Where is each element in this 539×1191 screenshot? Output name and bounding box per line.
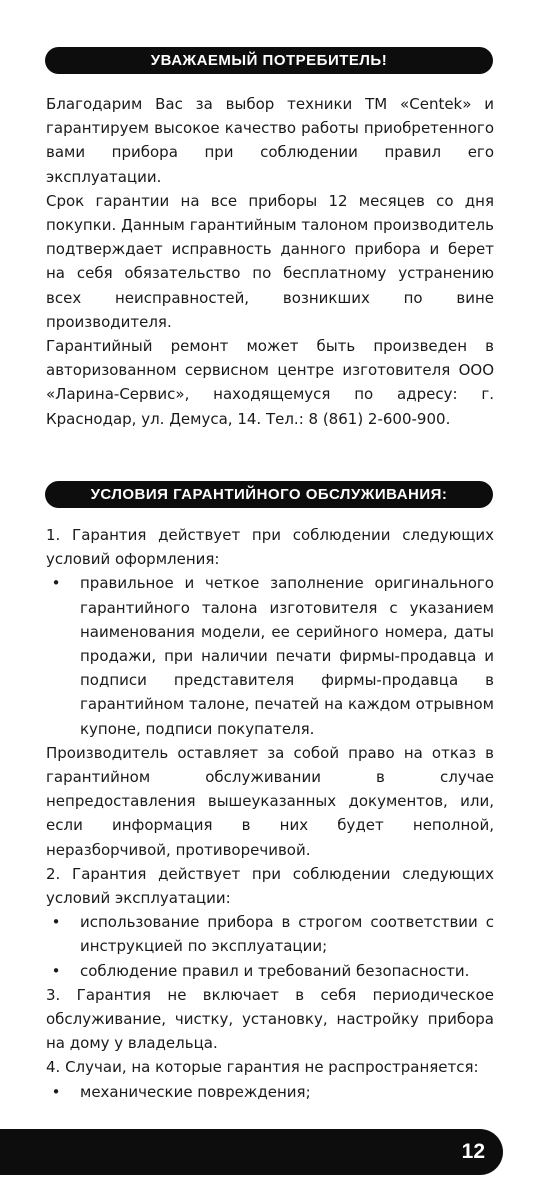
condition-2: 2. Гарантия действует при соблюдении следующих условий эксплуатации:: [46, 864, 494, 908]
intro-text: [46, 92, 494, 431]
condition-1-note: Производитель оставляет за собой право на отказ в гарантийном обслуживании в случае непредоставления вышеуказанных документов, или, если информация в них будет неполной, неразборчивой, противоречивой.: [46, 743, 494, 859]
bullet-item: [46, 959, 494, 983]
intro-paragraph: Гарантийный ремонт может быть произведен в авторизованном сервисном центре изготовителя ООО «Ларина-Сервис», находящемуся по адресу: г. Краснодар, ул. Демуса, 14. Тел.: 8 (861) 2-600-900.: [46, 337, 494, 428]
conditions-title-banner: [45, 481, 493, 508]
conditions-title: УСЛОВИЯ ГАРАНТИЙНОГО ОБСЛУЖИВАНИЯ:: [90, 486, 448, 503]
bullet-text: правильное и четкое заполнение оригинального гарантийного талона изготовителя с указанием наименования модели, ее серийного номера, даты продажи, при наличии печати фирмы-продавца и подписи представителя фирмы-продавца в гарантийном талоне, печатей на каждом отрывном купоне, подписи покупателя.: [80, 574, 494, 738]
condition-4: 4. Случаи, на которые гарантия не распространяется:: [46, 1058, 479, 1077]
bullet-icon: •: [51, 1082, 61, 1101]
bullet-icon: •: [51, 961, 61, 980]
bullet-item: [46, 571, 494, 740]
bullet-item: [46, 1080, 494, 1104]
condition-3: 3. Гарантия не включает в себя периодическое обслуживание, чистку, установку, настройку прибора на дому у владельца.: [46, 985, 494, 1053]
intro-paragraph: Срок гарантии на все приборы 12 месяцев со дня покупки. Данным гарантийным талоном производитель подтверждает исправность данного прибора и берет на себя обязательство по бесплатному устранению всех неисправностей, возникших по вине производителя.: [46, 191, 494, 331]
bullet-text: механические повреждения;: [80, 1082, 311, 1101]
intro-paragraph: Благодарим Вас за выбор техники ТМ «Centek» и гарантируем высокое качество работы приобретенного вами прибора при соблюдении правил его эксплуатации.: [46, 95, 494, 186]
intro-title: УВАЖАЕМЫЙ ПОТРЕБИТЕЛЬ!: [150, 52, 388, 69]
bullet-icon: •: [51, 913, 61, 932]
bullet-item: [46, 910, 494, 958]
intro-title-banner: [45, 47, 493, 74]
bullet-text: соблюдение правил и требований безопасности.: [80, 961, 470, 980]
footer-bar: [0, 1129, 503, 1175]
conditions-text: [46, 523, 494, 1104]
condition-1: 1. Гарантия действует при соблюдении следующих условий оформления:: [46, 526, 494, 569]
page-number: 12: [461, 1140, 485, 1163]
bullet-icon: •: [51, 574, 61, 593]
bullet-text: использование прибора в строгом соответствии с инструкцией по эксплуатации;: [80, 913, 494, 956]
